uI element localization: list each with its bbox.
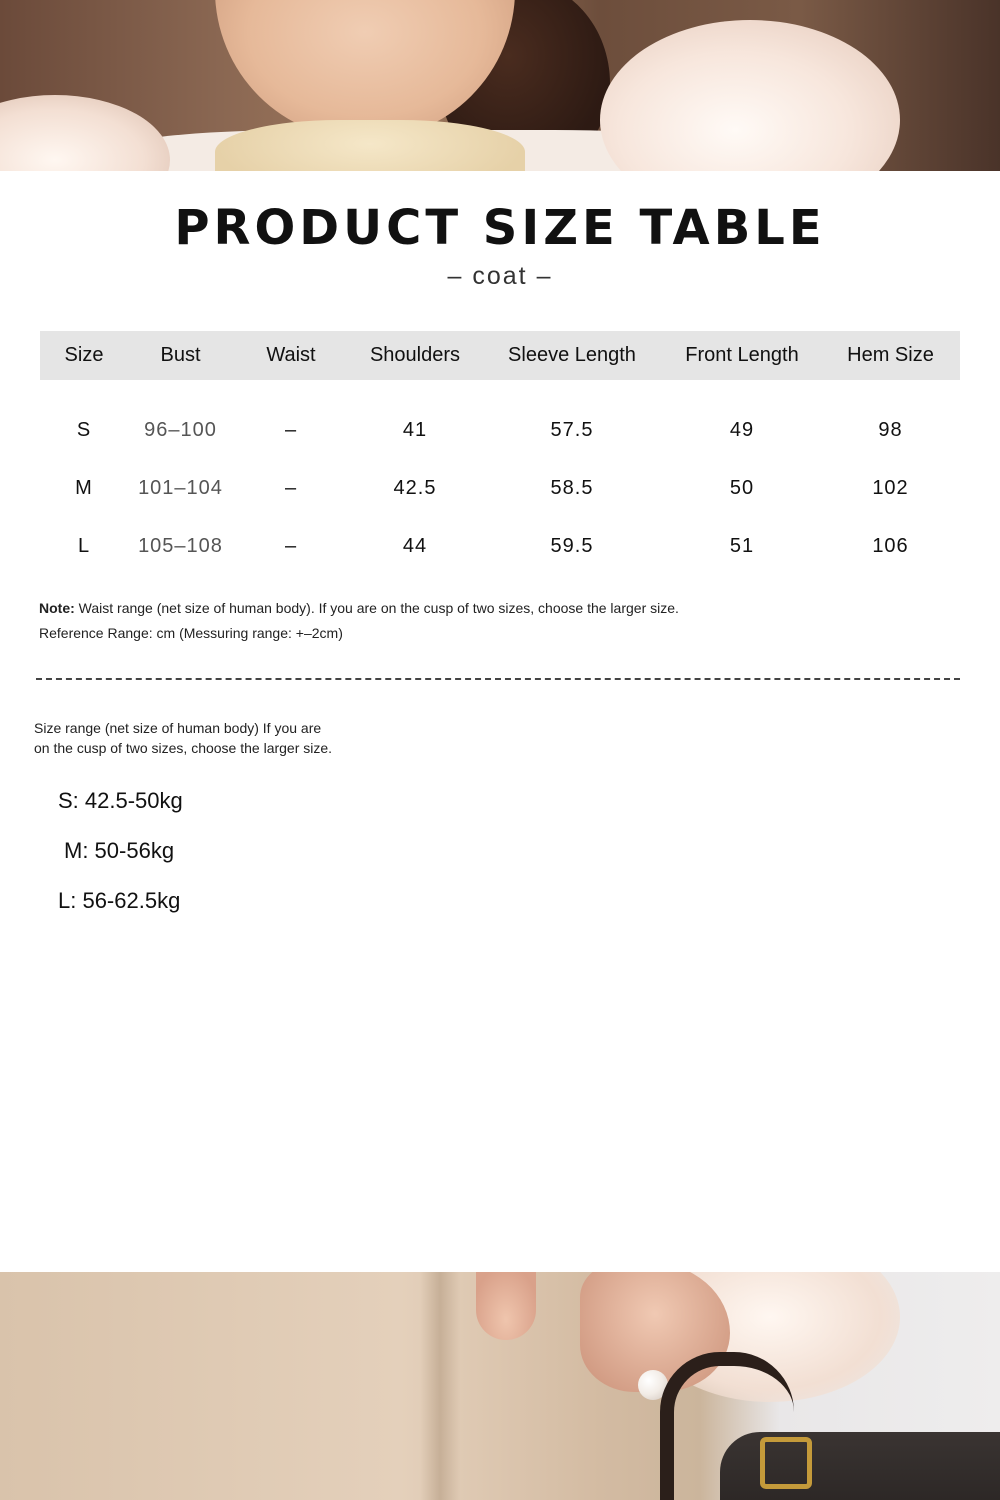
table-row bbox=[40, 459, 960, 517]
fur-trim-left bbox=[0, 95, 170, 171]
cell-sleeve-length: 59.5 bbox=[550, 534, 594, 557]
size-table bbox=[40, 331, 960, 575]
header-sleeve-length: Sleeve Length bbox=[508, 344, 636, 366]
weight-item-l: L: 56-62.5kg bbox=[58, 888, 181, 913]
header-size: Size bbox=[64, 344, 104, 366]
cell-hem-size: 106 bbox=[872, 534, 909, 557]
header-front-length: Front Length bbox=[685, 344, 799, 366]
cell-size: M bbox=[75, 476, 93, 499]
table-body bbox=[40, 380, 960, 575]
cell-bust: 105–108 bbox=[138, 534, 223, 557]
header-shoulders: Shoulders bbox=[369, 344, 461, 366]
cell-bust: 101–104 bbox=[138, 476, 223, 499]
cell-shoulders: 42.5 bbox=[393, 476, 437, 499]
table-row bbox=[40, 401, 960, 459]
cell-hem-size: 102 bbox=[872, 476, 909, 499]
reference-range-text: Reference Range: cm (Messuring range: +–2cm) bbox=[39, 625, 343, 641]
collar-shape bbox=[215, 120, 525, 171]
table-header bbox=[40, 331, 960, 380]
cell-waist: – bbox=[284, 418, 298, 441]
table-row bbox=[40, 517, 960, 575]
page-title: PRODUCT SIZE TABLE bbox=[174, 200, 826, 256]
coat-fold-shape bbox=[420, 1272, 460, 1500]
header-waist: Waist bbox=[266, 344, 316, 366]
finger-shape bbox=[476, 1272, 536, 1340]
cell-sleeve-length: 57.5 bbox=[550, 418, 594, 441]
cell-hem-size: 98 bbox=[878, 418, 903, 441]
cell-waist: – bbox=[284, 476, 298, 499]
bag-buckle-shape bbox=[760, 1437, 812, 1489]
weight-intro-line: Size range (net size of human body) If you are bbox=[34, 720, 322, 736]
weight-range-intro bbox=[34, 718, 394, 758]
size-note bbox=[39, 596, 679, 646]
cell-sleeve-length: 58.5 bbox=[550, 476, 594, 499]
cell-size: L bbox=[77, 534, 91, 557]
fur-trim-right bbox=[600, 20, 900, 171]
cell-shoulders: 44 bbox=[402, 534, 428, 557]
cell-front-length: 50 bbox=[729, 476, 755, 499]
weight-item-m: M: 50-56kg bbox=[64, 838, 175, 863]
model-photo-top bbox=[0, 0, 1000, 171]
header-hem-size: Hem Size bbox=[847, 344, 934, 366]
page-subtitle: – coat – bbox=[447, 262, 553, 290]
cell-waist: – bbox=[284, 534, 298, 557]
cell-front-length: 51 bbox=[729, 534, 755, 557]
note-line bbox=[39, 596, 679, 621]
cell-size: S bbox=[76, 418, 92, 441]
note-label: Note: bbox=[39, 600, 75, 616]
weight-item-s: S: 42.5-50kg bbox=[58, 788, 183, 813]
weight-intro-line: on the cusp of two sizes, choose the larger size. bbox=[34, 740, 333, 756]
dashed-divider bbox=[36, 678, 960, 680]
note-text: Waist range (net size of human body). If you are on the cusp of two sizes, choose the larger size. bbox=[74, 600, 679, 616]
cell-shoulders: 41 bbox=[402, 418, 428, 441]
cell-bust: 96–100 bbox=[144, 418, 217, 441]
cell-front-length: 49 bbox=[729, 418, 755, 441]
model-photo-bottom bbox=[0, 1272, 1000, 1500]
header-bust: Bust bbox=[160, 344, 201, 366]
